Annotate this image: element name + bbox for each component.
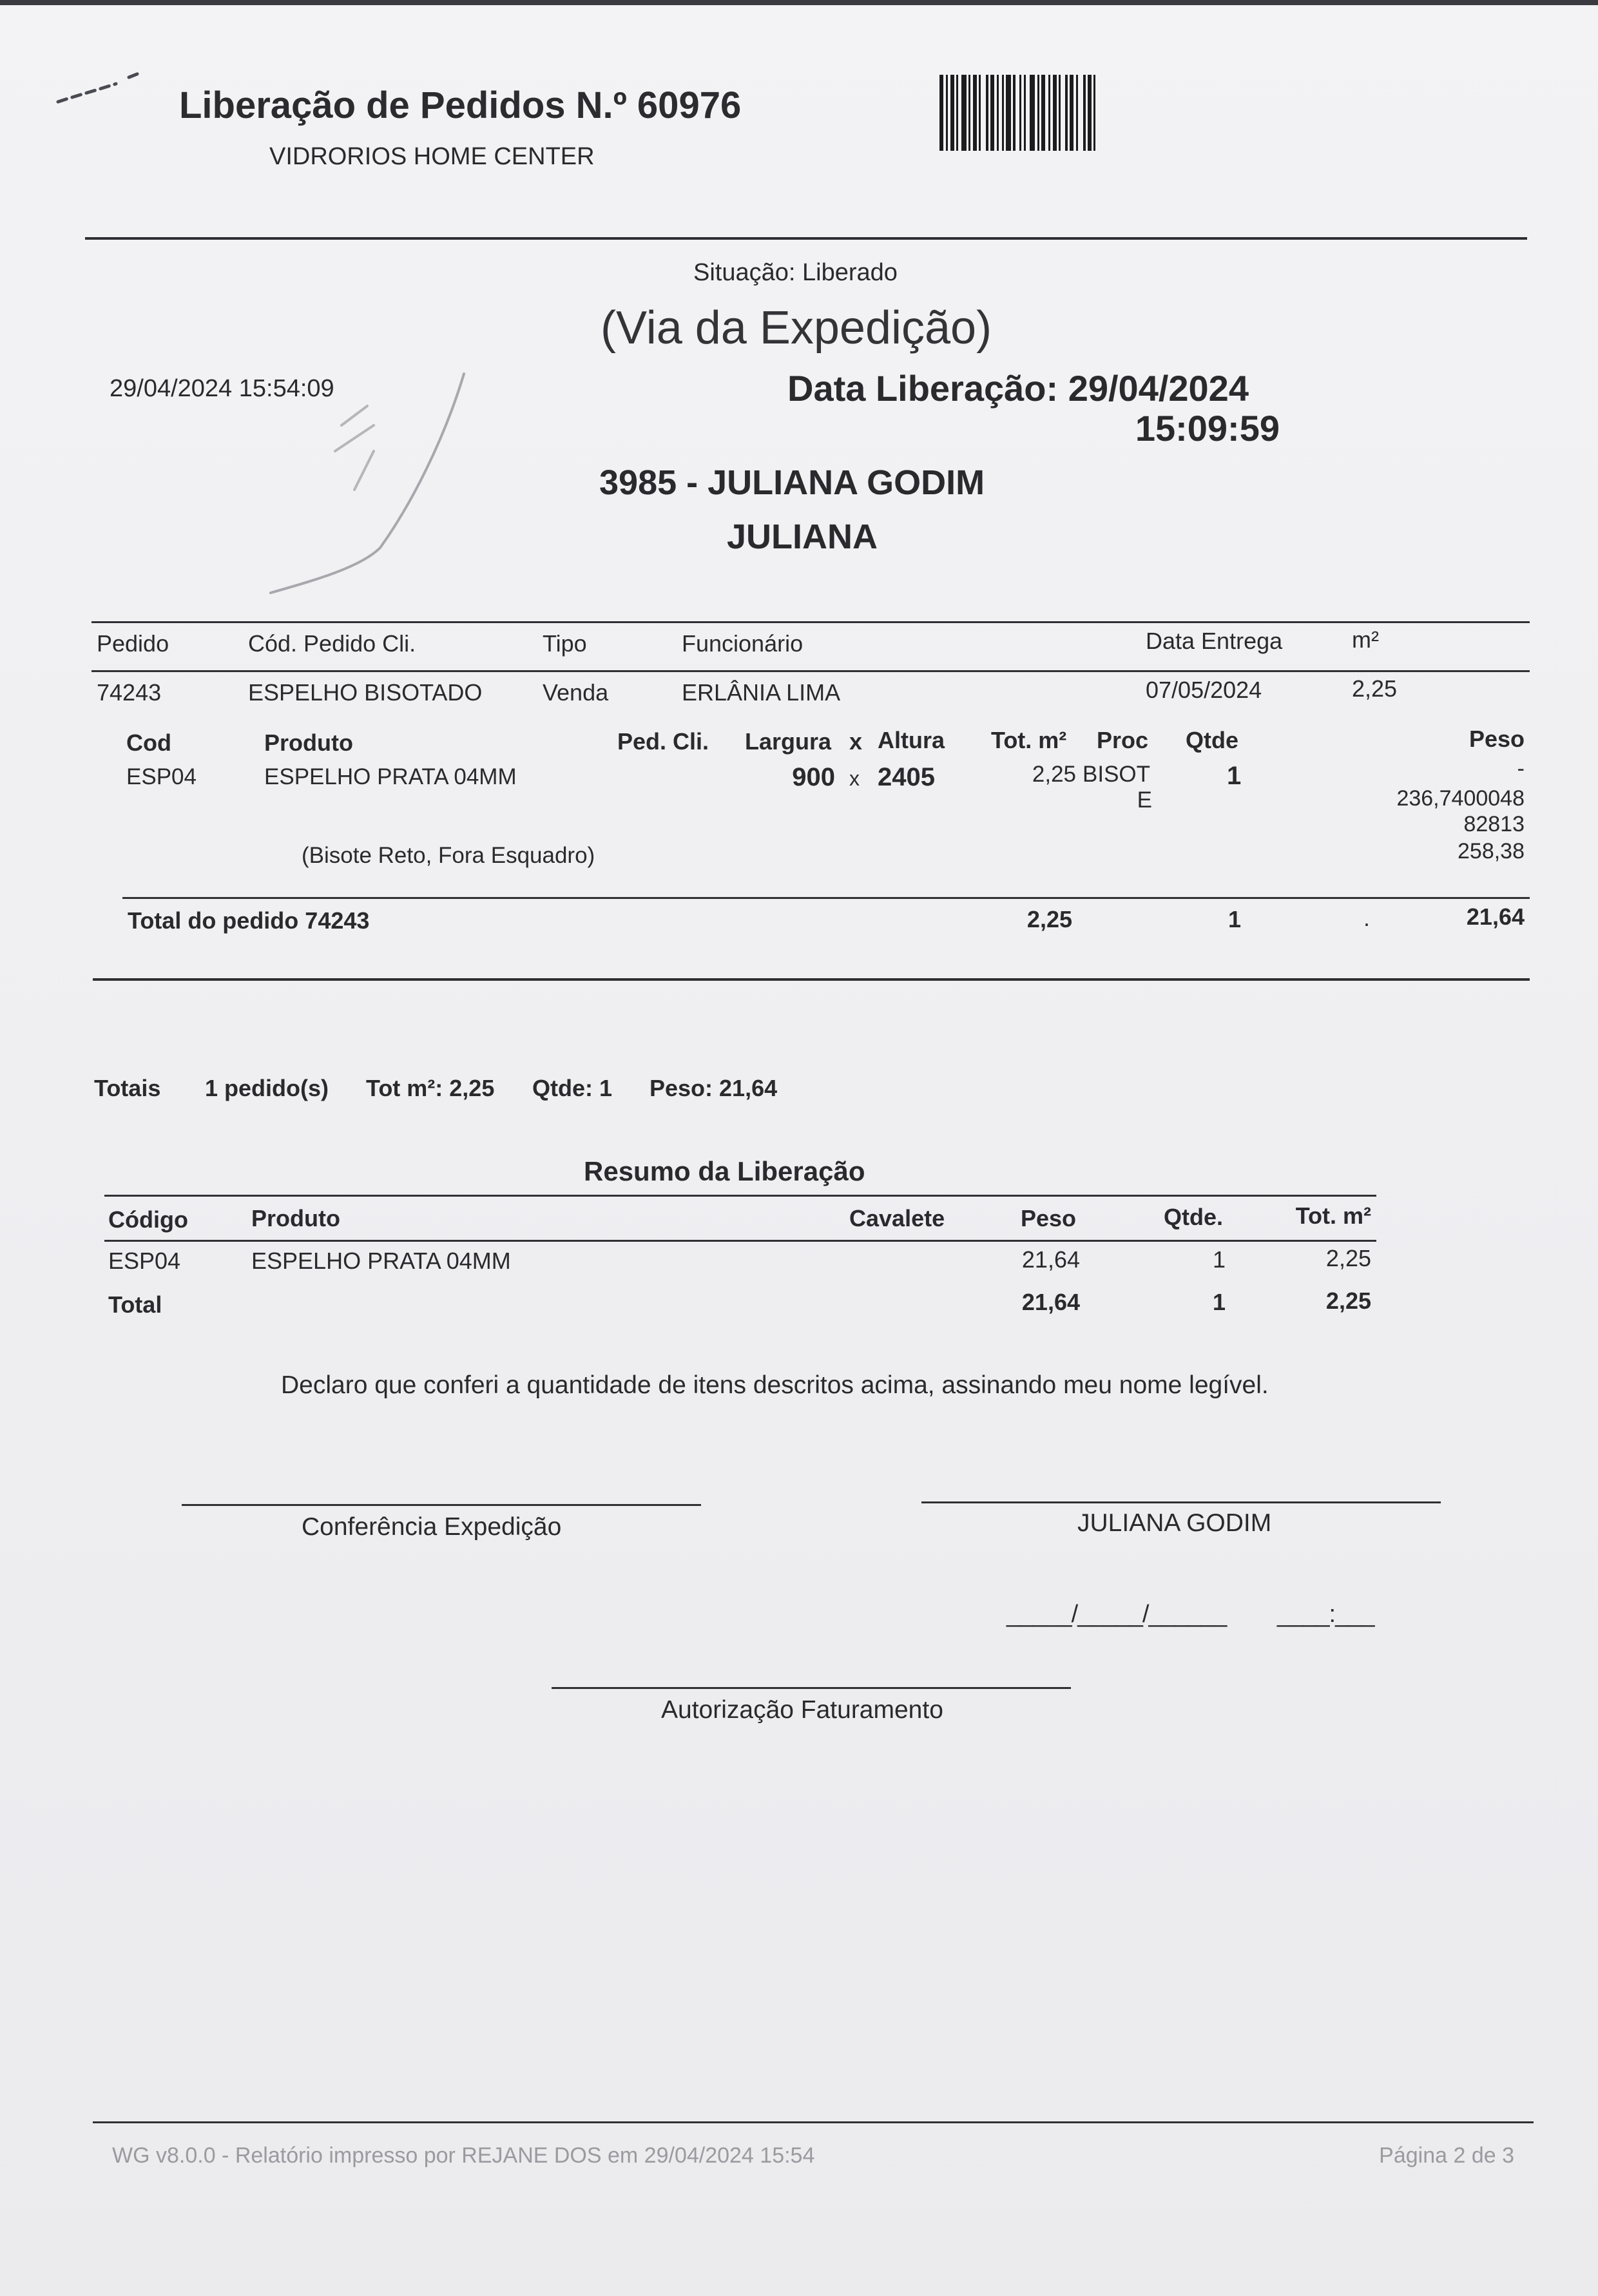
order-total-m2: 2,25 <box>1026 906 1072 932</box>
barcode <box>939 75 1195 151</box>
order-total-label: Total do pedido 74243 <box>128 907 370 934</box>
item-col-tot-m2: Tot. m² <box>991 727 1067 753</box>
footer-rule <box>93 2121 1534 2123</box>
document-title: Liberação de Pedidos N.º 60976 <box>179 84 742 126</box>
item-col-x: x <box>849 728 863 755</box>
print-datetime: 29/04/2024 15:54:09 <box>110 375 334 402</box>
col-cod-pedido-cli: Cód. Pedido Cli. <box>248 630 416 657</box>
via-title: (Via da Expedição) <box>601 302 992 354</box>
resumo-codigo: ESP04 <box>108 1248 181 1274</box>
client-nickname: JULIANA <box>727 517 878 556</box>
data-liberacao-time: 15:09:59 <box>1135 408 1280 449</box>
section-divider <box>93 978 1530 981</box>
resumo-produto: ESPELHO PRATA 04MM <box>251 1248 511 1274</box>
resumo-col-tot-m2: Tot. m² <box>1295 1202 1371 1229</box>
footer-printed-by: WG v8.0.0 - Relatório impresso por REJANE DOS em 29/04/2024 15:54 <box>112 2143 815 2168</box>
resumo-col-cavalete: Cavalete <box>849 1205 945 1231</box>
resumo-header-rule <box>104 1240 1376 1242</box>
resumo-top-rule <box>104 1195 1376 1197</box>
order-table-header-rule <box>91 670 1530 672</box>
resumo-total-peso: 21,64 <box>1021 1289 1080 1315</box>
col-pedido: Pedido <box>97 630 169 657</box>
item-col-peso: Peso <box>1468 726 1525 752</box>
item-peso-value-cont: 82813 <box>1463 812 1525 836</box>
resumo-tot-m2: 2,25 <box>1325 1245 1371 1271</box>
resumo-peso: 21,64 <box>1021 1246 1080 1273</box>
item-proc-cont: E <box>1137 787 1152 813</box>
resumo-col-peso: Peso <box>1021 1205 1077 1231</box>
declaration-text: Declaro que conferi a quantidade de itens descritos acima, assinando meu nome legível. <box>281 1371 1269 1399</box>
item-col-altura: Altura <box>878 727 945 753</box>
item-peso-dash: - <box>1517 757 1525 781</box>
item-col-proc: Proc <box>1097 727 1149 753</box>
totais-tot-m2: Tot m²: 2,25 <box>366 1075 495 1101</box>
item-largura: 900 <box>792 763 835 791</box>
resumo-qtde: 1 <box>1213 1246 1226 1273</box>
order-total-rule <box>122 897 1530 899</box>
signature-label-conferencia: Conferência Expedição <box>302 1513 562 1541</box>
totais-pedidos: 1 pedido(s) <box>205 1075 329 1101</box>
item-altura: 2405 <box>878 763 935 791</box>
col-data-entrega: Data Entrega <box>1146 628 1283 654</box>
resumo-total-tot-m2: 2,25 <box>1325 1288 1371 1314</box>
item-col-produto: Produto <box>264 729 353 756</box>
order-pedido: 74243 <box>97 679 162 706</box>
item-qtde: 1 <box>1227 762 1242 790</box>
signature-time-field: ____:___ <box>1277 1601 1374 1628</box>
resumo-col-codigo: Código <box>108 1206 188 1233</box>
resumo-col-qtde: Qtde. <box>1164 1204 1224 1230</box>
pen-mark <box>52 64 155 110</box>
item-observacao: (Bisote Reto, Fora Esquadro) <box>302 843 595 868</box>
signature-label-cliente: JULIANA GODIM <box>1077 1509 1272 1537</box>
company-name: VIDRORIOS HOME CENTER <box>269 143 595 170</box>
order-table-top-rule <box>91 621 1530 623</box>
item-cod: ESP04 <box>126 764 197 789</box>
order-funcionario: ERLÂNIA LIMA <box>682 679 841 706</box>
col-funcionario: Funcionário <box>682 630 804 657</box>
item-peso-value: 236,7400048 <box>1396 786 1525 811</box>
situacao: Situação: Liberado <box>693 259 898 286</box>
signature-line-cliente <box>921 1501 1441 1503</box>
item-tot-m2: 2,25 <box>1032 762 1076 787</box>
totais-qtde: Qtde: 1 <box>532 1075 613 1101</box>
resumo-total-qtde: 1 <box>1213 1289 1226 1315</box>
signature-line-conferencia <box>182 1504 701 1506</box>
item-col-qtde: Qtde <box>1186 727 1239 753</box>
item-col-largura: Largura <box>745 728 832 755</box>
scan-top-edge <box>0 0 1598 5</box>
totais-label: Totais <box>94 1075 161 1101</box>
client-name: 3985 - JULIANA GODIM <box>599 463 985 502</box>
order-total-qtde: 1 <box>1228 906 1242 932</box>
item-col-ped-cli: Ped. Cli. <box>617 728 709 755</box>
signature-label-autorizacao: Autorização Faturamento <box>661 1696 943 1724</box>
order-total-dot: . <box>1363 905 1371 931</box>
signature-date-field: _____/_____/______ <box>1006 1601 1227 1628</box>
col-m2: m² <box>1352 626 1379 653</box>
item-x: x <box>849 767 860 790</box>
order-cod-pedido-cli: ESPELHO BISOTADO <box>248 679 483 706</box>
item-col-cod: Cod <box>126 729 171 756</box>
handwritten-mark <box>251 296 483 606</box>
col-tipo: Tipo <box>543 630 587 657</box>
signature-line-autorizacao <box>552 1687 1071 1689</box>
resumo-title: Resumo da Liberação <box>584 1156 865 1186</box>
data-liberacao: Data Liberação: 29/04/2024 <box>787 368 1249 409</box>
footer-page-number: Página 2 de 3 <box>1379 2143 1514 2168</box>
item-peso-total: 258,38 <box>1458 839 1525 863</box>
item-produto: ESPELHO PRATA 04MM <box>264 764 517 789</box>
item-proc: BISOT <box>1083 762 1151 787</box>
resumo-total-label: Total <box>108 1291 162 1318</box>
header-divider <box>85 237 1527 240</box>
resumo-col-produto: Produto <box>251 1205 340 1231</box>
order-m2: 2,25 <box>1352 675 1398 702</box>
totais-peso: Peso: 21,64 <box>650 1075 778 1101</box>
order-tipo: Venda <box>543 679 609 706</box>
order-data-entrega: 07/05/2024 <box>1146 677 1262 703</box>
order-total-peso: 21,64 <box>1466 903 1525 930</box>
